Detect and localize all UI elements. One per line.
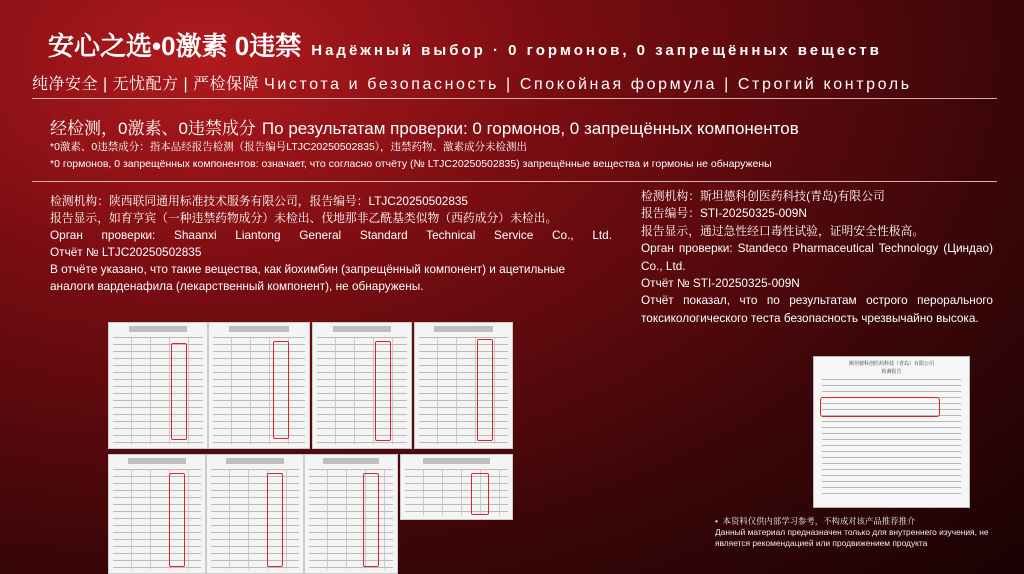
- subtitle-ru: Чистота и безопасность | Спокойная формула | Строгий контроль: [264, 76, 912, 93]
- title-zh: 安心之选•0激素 0违禁: [48, 31, 302, 61]
- report-page-thumbnail: [414, 322, 513, 449]
- report-2-description: [641, 188, 993, 327]
- title-ru: Надёжный выбор · 0 гормонов, 0 запрещённых веществ: [311, 42, 882, 59]
- report-1-description: [50, 193, 612, 295]
- highlight-box: [820, 397, 940, 417]
- report-page-thumbnail: [108, 322, 208, 449]
- footnote-ru: *0 гормонов, 0 запрещённых компонентов: означает, что согласно отчёту (№ LTJC20250502835) запрещённые вещества и гормоны не обнаружены: [50, 158, 772, 170]
- report-page-thumbnail: [400, 454, 513, 520]
- report-2-number-zh: 报告编号：STI-20250325-009N: [641, 206, 807, 221]
- report-1-result-zh: 报告显示，如育亨宾（一种违禁药物成分）未检出、伐地那非乙酰基类似物（西药成分）未检出。: [50, 211, 558, 225]
- report-page-thumbnail: [312, 322, 412, 449]
- section-heading-zh: 经检测，0激素、0违禁成分: [50, 119, 256, 138]
- divider-middle: [32, 181, 997, 182]
- report-page-thumbnail: [206, 454, 304, 574]
- report-1-result-ru: В отчёте указано, что такие вещества, как йохимбин (запрещённый компонент) и ацетильные аналоги варденафила (лекарственный компонент), не обнаружены.: [50, 262, 566, 293]
- page-title: [48, 26, 882, 63]
- subtitle: [32, 71, 912, 94]
- report-1-agency-ru: Орган проверки: Shaanxi Liantong General Standard Technical Service Co., Ltd.: [50, 228, 612, 242]
- certificate-name: 检测报告: [881, 369, 902, 375]
- report-2-result-ru: Отчёт показал, что по результатам острого перорального токсикологического теста безопасность чрезвычайно высока.: [641, 293, 993, 325]
- report-page-thumbnail: [108, 454, 206, 574]
- certificate-org: 斯坦德科创医药科技（青岛）有限公司: [848, 361, 934, 367]
- report-1-agency-zh: 检测机构：陕西联同通用标准技术服务有限公司，报告编号：LTJC20250502835: [50, 194, 468, 208]
- toxicity-report-image: [813, 356, 970, 508]
- report-2-number-ru: Отчёт № STI-20250325-009N: [641, 276, 800, 291]
- report-1-number-ru: Отчёт № LTJC20250502835: [50, 245, 202, 259]
- report-2-agency-zh: 检测机构：斯坦德科创医药科技(青岛)有限公司: [641, 189, 885, 203]
- section-heading: [50, 114, 799, 139]
- footnote-zh: *0激素、0违禁成分：指本品经报告检测（报告编号LTJC20250502835），违禁药物、激素成分未检测出: [50, 141, 528, 153]
- subtitle-zh: 纯净安全 | 无忧配方 | 严检保障: [32, 76, 260, 93]
- disclaimer-ru: Данный материал предназначен только для внутреннего изучения, не является рекомендацией или продвижением продукта: [715, 527, 989, 548]
- report-2-agency-ru: Орган проверки: Standeco Pharmaceutical Technology (Циндао) Co., Ltd.: [641, 241, 993, 273]
- divider-top: [32, 98, 997, 99]
- report-page-thumbnail: [208, 322, 310, 449]
- disclaimer-zh: 本资料仅供内部学习参考，不构成对该产品推荐推介: [722, 516, 916, 526]
- report-2-result-zh: 报告显示，通过急性经口毒性试验，证明安全性极高。: [641, 223, 925, 238]
- disclaimer: • 本资料仅供内部学习参考，不构成对该产品推荐推介 Данный материал предназначен только для внутреннего изучения, не является рекомендацией или продвижением продукта: [715, 516, 1005, 549]
- report-page-thumbnail: [304, 454, 398, 574]
- section-heading-ru: По результатам проверки: 0 гормонов, 0 запрещённых компонентов: [261, 119, 799, 138]
